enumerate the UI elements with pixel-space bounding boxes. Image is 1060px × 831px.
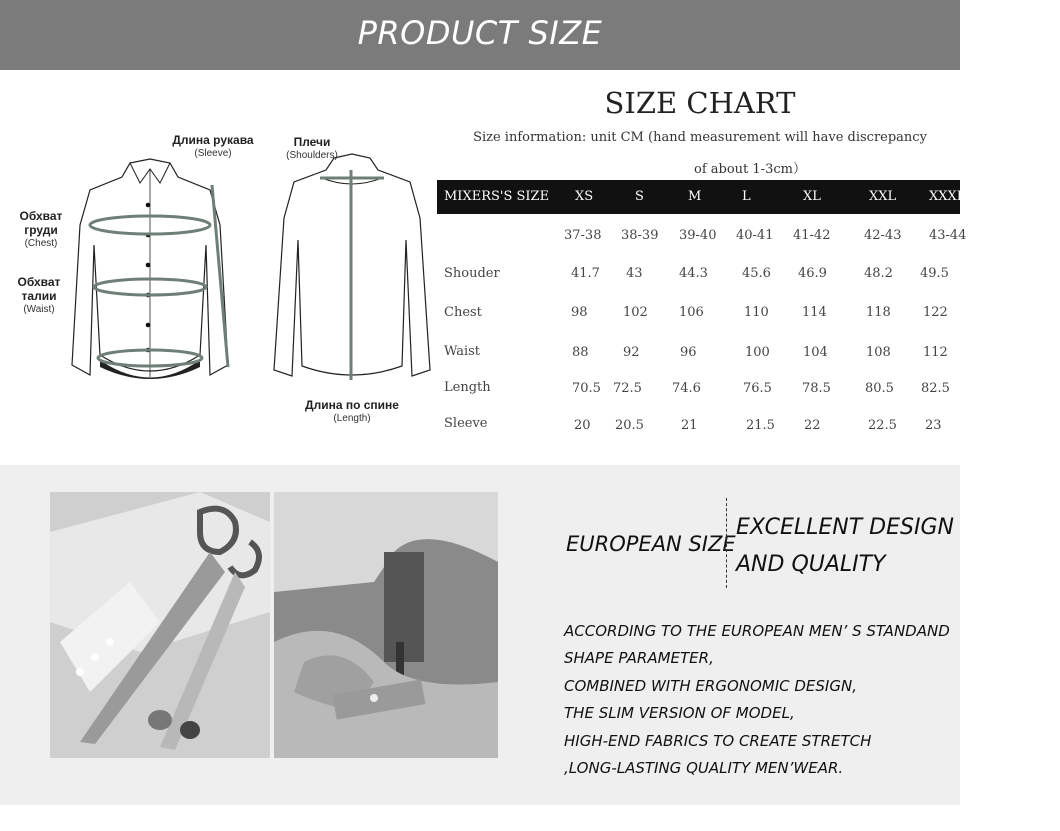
chest-label-ru-1: Обхват — [19, 209, 63, 223]
table-cell: 41-42 — [793, 228, 831, 243]
description-line: HIGH-END FABRICS TO CREATE STRETCH — [564, 731, 872, 750]
waist-label-en: (Waist) — [23, 304, 55, 315]
chest-label-ru-2: груди — [24, 223, 58, 237]
waist-label-ru-1: Обхват — [17, 275, 61, 289]
sewing-machine-illustration — [274, 492, 498, 758]
table-cell: 100 — [745, 345, 770, 360]
table-cell: 96 — [680, 345, 697, 360]
scissors-illustration — [50, 492, 270, 758]
table-cell: 40-41 — [736, 228, 774, 243]
length-label-ru: Длина по спине — [305, 398, 399, 412]
size-header-cell: S — [635, 189, 644, 204]
sleeve-label-en: (Sleeve) — [194, 148, 232, 159]
excellent-design-line-2: AND QUALITY — [736, 552, 886, 577]
size-header-cell: XL — [803, 189, 821, 204]
table-cell: 20 — [574, 418, 591, 433]
table-cell: 108 — [866, 345, 891, 360]
size-header-cell: L — [742, 189, 751, 204]
table-cell: 37-38 — [564, 228, 602, 243]
sewing-machine-photo — [274, 492, 498, 758]
table-cell: 22.5 — [868, 418, 897, 433]
table-cell: 42-43 — [864, 228, 902, 243]
table-cell: 112 — [923, 345, 948, 360]
table-cell: 21.5 — [746, 418, 775, 433]
excellent-design-line-1: EXCELLENT DESIGN — [736, 515, 954, 540]
page-title: PRODUCT SIZE — [357, 14, 603, 52]
table-cell: 23 — [925, 418, 942, 433]
table-cell: 38-39 — [621, 228, 659, 243]
table-cell: 110 — [744, 305, 769, 320]
shirt-back-drawing — [262, 148, 442, 388]
table-cell: 45.6 — [742, 266, 771, 281]
row-label: Shouder — [444, 266, 500, 281]
table-cell: 44.3 — [679, 266, 708, 281]
table-cell: 20.5 — [615, 418, 644, 433]
table-cell: 72.5 — [613, 381, 642, 396]
shoulders-label — [262, 135, 362, 163]
description-line: SHAPE PARAMETER, — [564, 649, 714, 668]
feature-description — [564, 618, 960, 782]
shoulders-label-ru: Плечи — [293, 135, 331, 149]
row-label: Length — [444, 380, 491, 395]
table-cell: 92 — [623, 345, 640, 360]
table-cell: 114 — [802, 305, 827, 320]
table-cell: 46.9 — [798, 266, 827, 281]
description-line: COMBINED WITH ERGONOMIC DESIGN, — [564, 676, 857, 695]
row-label: Waist — [444, 344, 481, 359]
sleeve-label — [158, 133, 268, 161]
length-label-en: (Length) — [333, 413, 371, 424]
row-label: Chest — [444, 305, 482, 320]
table-cell: 118 — [866, 305, 891, 320]
description-line: ,LONG-LASTING QUALITY MEN’WEAR. — [564, 759, 844, 778]
table-cell: 82.5 — [921, 381, 950, 396]
table-cell: 39-40 — [679, 228, 717, 243]
table-cell: 43 — [626, 266, 643, 281]
description-line: ACCORDING TO THE EUROPEAN MEN’ S STANDAND — [564, 622, 950, 640]
size-header-cell: XXL — [869, 189, 897, 204]
table-cell: 70.5 — [572, 381, 601, 396]
size-chart-title: SIZE CHART — [604, 86, 796, 120]
table-cell: 104 — [803, 345, 828, 360]
size-header-cell: XXXL — [929, 189, 966, 204]
table-cell: 122 — [923, 305, 948, 320]
table-cell: 102 — [623, 305, 648, 320]
waist-label — [4, 275, 74, 317]
table-cell: 74.6 — [672, 381, 701, 396]
description-line: THE SLIM VERSION OF MODEL, — [564, 704, 795, 723]
table-cell: 98 — [571, 305, 588, 320]
table-cell: 41.7 — [571, 266, 600, 281]
waist-label-ru-2: талии — [21, 289, 57, 303]
table-cell: 22 — [804, 418, 821, 433]
size-table-header — [437, 180, 966, 214]
shoulders-label-en: (Shoulders) — [286, 150, 338, 161]
table-cell: 48.2 — [864, 266, 893, 281]
row-label: Sleeve — [444, 416, 488, 431]
chest-label — [6, 209, 76, 251]
table-cell: 49.5 — [920, 266, 949, 281]
table-cell: 76.5 — [743, 381, 772, 396]
shirt-front-drawing — [60, 155, 240, 385]
table-cell: 106 — [679, 305, 704, 320]
table-cell: 88 — [572, 345, 589, 360]
size-info-line-1: Size information: unit CM (hand measurement will have discrepancy — [473, 130, 927, 145]
divider-line — [726, 498, 727, 588]
sleeve-label-ru: Длина рукава — [172, 133, 254, 147]
size-header-cell: XS — [575, 189, 594, 204]
header-band — [0, 0, 960, 70]
table-cell: 43-44 — [929, 228, 967, 243]
tailoring-tools-photo — [50, 492, 270, 758]
table-cell: 21 — [681, 418, 698, 433]
chest-label-en: (Chest) — [24, 238, 58, 249]
size-header-label: MIXERS'S SIZE — [444, 189, 550, 204]
table-cell: 78.5 — [802, 381, 831, 396]
european-size-label: EUROPEAN SIZE — [566, 532, 736, 556]
size-header-cell: M — [688, 189, 702, 204]
size-info-line-2: of about 1-3cm） — [694, 162, 806, 177]
table-cell: 80.5 — [865, 381, 894, 396]
length-label — [290, 398, 414, 426]
